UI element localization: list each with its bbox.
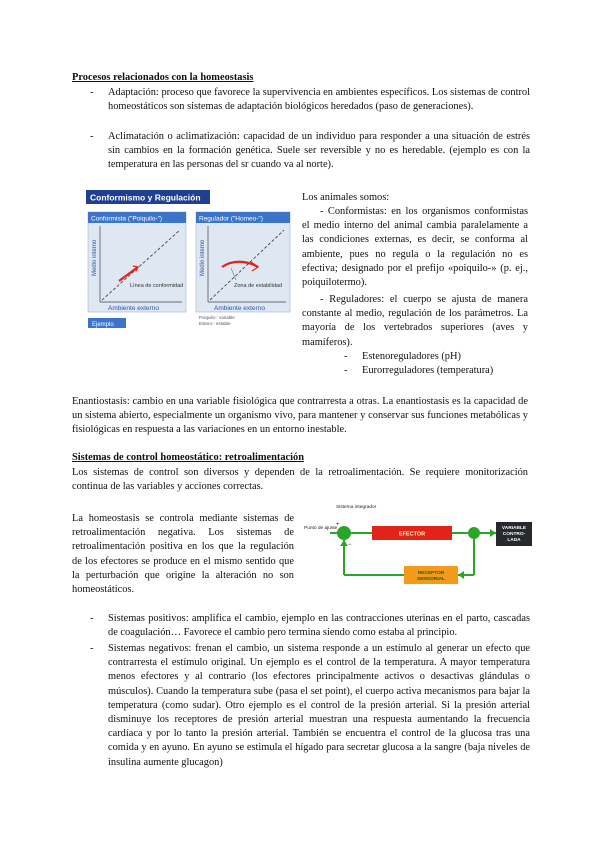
integrator-label: Sistema integrador: [336, 505, 377, 510]
negative-feedback-paragraph: La homeostasis se controla mediante sistemas de retroalimentación negativa. Los sistemas de retroalimentación positiva en los que la regulación de los efectores se produce en el mismo sentido que la perturbación que origine la alteración no son homeostáticos.: [72, 513, 294, 596]
conformism-regulation-figure: [86, 190, 292, 332]
conformist-panel-title: Conformista ("Poiquilo-"): [91, 215, 163, 223]
variable-label: CONTRO-: [502, 532, 526, 537]
sensor-label: RECEPTOR: [417, 571, 445, 576]
list-item: [90, 612, 530, 642]
stability-annotation: Zona de estabilidad: [234, 283, 283, 289]
bullet-dash: -: [344, 351, 348, 362]
list-item: [344, 350, 534, 364]
y-axis-label: Medio interno: [92, 239, 98, 276]
bullet-dash: -: [344, 365, 348, 376]
y-axis-label: Medio interno: [200, 239, 206, 276]
setpoint-label: Punto de ajuste: [304, 526, 338, 531]
plus-sign: +: [336, 522, 340, 528]
sensor-label: SENSORIAL: [417, 577, 445, 582]
bullet-dash: -: [90, 613, 94, 624]
list-item: [90, 130, 530, 174]
regulators-paragraph: - Reguladores: el cuerpo se ajusta de manera constante al medio, regulación de los parámetros. La mayoría de los vertebrados superiores (aves y mamíferos).: [302, 294, 528, 348]
list-item: [90, 86, 530, 130]
bullet-dash: -: [90, 131, 94, 142]
list-item-text: Adaptación: proceso que favorece la supervivencia en ambientes específicos. Los sistemas de control homeostáticos son sistemas de adaptación biológicos heredados (paso de generaciones).: [108, 87, 530, 113]
minus-sign: −: [348, 542, 352, 548]
effector-label: EFECTOR: [398, 531, 426, 538]
list-item: [90, 642, 530, 768]
bullet-dash: -: [90, 643, 94, 654]
example-tag-label: Ejemplo: [92, 322, 114, 328]
legend-line: Poiquilo-: variable: [199, 315, 235, 320]
variable-label: LADA: [507, 538, 521, 543]
section-heading-homeostasis-processes: Procesos relacionados con la homeostasis: [72, 72, 254, 83]
x-axis-label: Ambiente externo: [108, 305, 159, 312]
list-item-text: Estenoreguladores (pH): [362, 351, 461, 362]
legend-line: Estero-: estable: [199, 321, 231, 326]
list-item-text: Sistemas negativos: frenan el cambio, un sistema responde a un estímulo al generar un efecto que contrarresta el estímulo original. Un ejemplo es el control de la temperatura. A mayor temperatura menos efectores y al contrario (los efectores principalmente activos o desactivas glándulas o músculos). Cuando la temperatura sube (pasa el set point), el cuerpo activa mecanismos para bajar la temperatura (como sudar). Otro ejemplo es el control de la presión arterial. Si la presión arterial disminuye los receptores de presión arterial muestran una respuesta aumentando la frecuencia cardíaca y por lo tanto la presión arterial. También se encuentra el control de la glucosa tras una comida y en ayuno. En ayuno se estimula el hígado para secretar glucosa a la sangre (baja niveles de insulina aumente glucagon): [108, 643, 530, 768]
animals-intro: Los animales somos:: [302, 192, 390, 203]
conformity-annotation: Línea de conformidad: [130, 283, 184, 289]
junction-node: [468, 527, 480, 539]
conformist-panel: [88, 212, 186, 312]
figure-title: Conformismo y Regulación: [90, 192, 201, 203]
conformists-paragraph: - Conformistas: en los organismos conformistas el medio interno del animal cambia paralelamente a las condiciones externas, es decir, se conforma al ambiente, pues no regula o la regulación no es efectiva; designado por el prefijo «poiquilo-» (p. ej., poiquilotermo).: [302, 206, 528, 289]
list-item: [344, 364, 534, 378]
feedback-loop-figure: [300, 500, 532, 588]
conformism-regulation-diagram: [86, 190, 292, 332]
enantiostasis-paragraph: Enantiostasis: cambio en una variable fisiológica que contrarresta a otras. La enantiostasis es la capacidad de un sistema abierto, especialmente un organismo vivo, para mantener y conservar sus funciones metabólicas y fisiológicas en respuesta a las variaciones en un entorno inestable.: [72, 396, 528, 436]
bullet-dash: -: [90, 87, 94, 98]
feedback-intro-paragraph: Los sistemas de control son diversos y dependen de la retroalimentación. Se requiere monitorización continua de las variables y acciones correctas.: [72, 467, 528, 493]
comparator-node: [337, 526, 351, 540]
feedback-loop-diagram: [300, 500, 532, 588]
section-heading-feedback: Sistemas de control homeostático: retroalimentación: [72, 452, 305, 463]
list-item-text: Eurorreguladores (temperatura): [362, 365, 494, 376]
list-item-text: Aclimatación o aclimatización: capacidad de un individuo para responder a una situación de estrés sin cambios en la formación genética. Suele ser reversible y no es heredable. (ejemplo es con la temperatura en las personas del sr cuando va al norte).: [108, 131, 530, 171]
variable-label: VARIABLE: [501, 526, 527, 531]
regulator-panel-title: Regulador ("Homeo-"): [199, 215, 263, 223]
list-item-text: Sistemas positivos: amplifica el cambio, ejemplo en las contracciones uterinas en el parto, cascadas de coagulación… Favorece el cambio pero termina siendo como estaba al principio.: [108, 613, 530, 639]
x-axis-label: Ambiente externo: [214, 305, 265, 312]
